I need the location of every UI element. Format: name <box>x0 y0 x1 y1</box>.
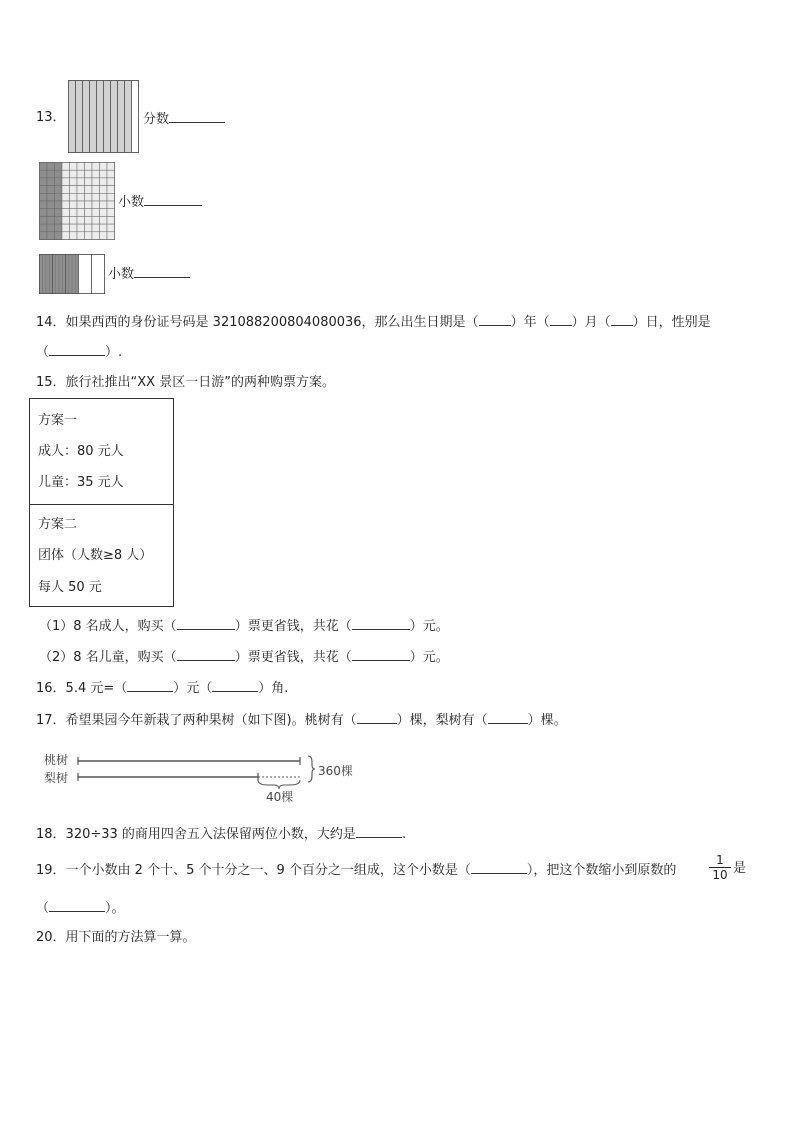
strip-cell <box>118 81 125 153</box>
strip-cell <box>132 81 139 153</box>
total-trees-label: 360棵 <box>318 764 353 778</box>
q18-text-a: 18．320÷33 的商用四舍五入法保留两位小数，大约是 <box>36 827 356 842</box>
hundred-grid-cell <box>85 224 93 232</box>
hundred-grid-cell <box>92 201 100 209</box>
hundred-grid-cell <box>77 201 85 209</box>
q14-text-a: 14．如果西西的身份证号码是 321088200804080036，那么出生日期是（ <box>36 315 479 330</box>
q13-number: 13． <box>36 110 66 125</box>
q14-text-b: ）年（ <box>510 315 550 330</box>
hundred-grid-cell <box>77 216 85 224</box>
hundred-grid-cell <box>100 201 108 209</box>
q19-text-d: （ <box>36 901 50 916</box>
hundred-grid-cell <box>107 209 115 217</box>
q15-sub-1 <box>39 617 449 635</box>
plan-two-title: 方案二 <box>38 517 78 532</box>
hundred-grid-cell <box>107 193 115 201</box>
hundred-grid-cell <box>92 193 100 201</box>
difference-brace <box>258 780 300 789</box>
hundred-grid-cell <box>62 224 70 232</box>
q19-text-c: 是 <box>733 861 747 876</box>
strip-grid-figure <box>68 80 140 153</box>
hundred-grid-cell <box>70 201 78 209</box>
year-answer-blank[interactable] <box>479 313 511 326</box>
gender-answer-blank[interactable] <box>49 343 105 356</box>
fraction-denominator: 10 <box>712 868 728 882</box>
hundred-grid-cell <box>40 201 48 209</box>
hundred-grid-cell <box>62 216 70 224</box>
sub1-plan-blank[interactable] <box>177 617 235 630</box>
jiao-answer-blank[interactable] <box>212 679 258 692</box>
q15-title: 15．旅行社推出“XX 景区一日游”的两种购票方案。 <box>36 375 335 390</box>
hundred-grid-cell <box>92 178 100 186</box>
hundred-grid-cell <box>85 216 93 224</box>
hundred-grid-cell <box>70 193 78 201</box>
hundred-grid-cell <box>100 186 108 194</box>
q19-result-blank[interactable] <box>49 899 105 912</box>
plan-two-price: 每人 50 元 <box>38 580 102 595</box>
q15-sub1-text-b: ）票更省钱，共花（ <box>234 619 352 634</box>
hundred-grid-cell <box>100 232 108 240</box>
hundred-grid-cell <box>62 209 70 217</box>
q14-text-e: （ <box>36 345 50 360</box>
hundred-grid-cell <box>40 216 48 224</box>
plan-one-title: 方案一 <box>38 413 78 428</box>
hundred-grid-cell <box>47 178 55 186</box>
q18-line <box>36 825 406 843</box>
hundred-grid-cell <box>85 201 93 209</box>
bar-cell <box>79 255 92 294</box>
hundred-grid-cell <box>85 178 93 186</box>
hundred-grid-cell <box>70 216 78 224</box>
hundred-grid-cell <box>107 186 115 194</box>
q20-text: 20．用下面的方法算一算。 <box>36 930 196 945</box>
hundred-grid-cell <box>92 170 100 178</box>
hundred-grid-cell <box>47 209 55 217</box>
hundred-grid-cell <box>77 178 85 186</box>
hundred-grid-cell <box>107 201 115 209</box>
hundred-grid-cell <box>40 170 48 178</box>
yuan-answer-blank[interactable] <box>127 679 173 692</box>
plan-one-child: 儿童：35 元人 <box>38 475 124 490</box>
pear-label: 梨树 <box>44 771 69 785</box>
q19-text-b: ），把这个数缩小到原数的 <box>526 863 677 878</box>
tree-line-diagram <box>76 752 316 792</box>
hundred-grid-cell <box>47 216 55 224</box>
sub1-cost-blank[interactable] <box>352 617 410 630</box>
hundred-grid-cell <box>62 163 70 171</box>
q15-sub2-text-b: ）票更省钱，共花（ <box>234 650 352 665</box>
hundred-grid-cell <box>55 186 63 194</box>
hundred-grid-cell <box>55 232 63 240</box>
hundred-grid-cell <box>92 224 100 232</box>
strip-cell <box>76 81 83 153</box>
hundred-grid-cell <box>62 178 70 186</box>
hundred-grid-cell <box>100 193 108 201</box>
q14-text-c: ）月（ <box>571 315 611 330</box>
q19-text-e: ）。 <box>105 901 125 916</box>
hundred-grid-cell <box>92 216 100 224</box>
q16-text-b: ）元（ <box>173 681 213 696</box>
hundred-grid-cell <box>100 178 108 186</box>
hundred-grid-cell <box>47 201 55 209</box>
hundred-grid-cell <box>55 201 63 209</box>
hundred-grid-cell <box>62 186 70 194</box>
bar-grid-figure <box>39 254 106 294</box>
q15-sub-2 <box>39 648 449 666</box>
hundred-grid-cell <box>77 193 85 201</box>
sub2-plan-blank[interactable] <box>177 648 235 661</box>
hundred-grid-cell <box>55 193 63 201</box>
q14-line-1 <box>36 313 711 331</box>
day-answer-blank[interactable] <box>611 313 633 326</box>
hundred-grid-cell <box>55 163 63 171</box>
q17-text-a: 17．希望果园今年新栽了两种果树（如下图)。桃树有（ <box>36 713 357 728</box>
strip-cell <box>111 81 118 153</box>
hundred-grid-cell <box>100 224 108 232</box>
decimal-label-text-1: 小数 <box>118 195 145 210</box>
hundred-grid-cell <box>40 163 48 171</box>
hundred-grid-cell <box>107 178 115 186</box>
plan-one-adult: 成人：80 元人 <box>38 444 124 459</box>
decimal-answer-blank-1[interactable] <box>144 193 202 206</box>
hundred-grid-cell <box>70 232 78 240</box>
fraction-numerator: 1 <box>709 853 731 868</box>
hundred-grid-cell <box>62 170 70 178</box>
hundred-grid-cell <box>100 209 108 217</box>
hundred-grid-cell <box>55 216 63 224</box>
peach-answer-blank[interactable] <box>357 711 397 724</box>
hundred-grid-cell <box>77 232 85 240</box>
q19-line-1 <box>36 861 676 879</box>
hundred-grid-cell <box>77 163 85 171</box>
q19-line-2 <box>36 899 125 917</box>
fraction-answer-blank[interactable] <box>169 110 225 123</box>
q14-line-2 <box>36 343 122 361</box>
hundred-grid-cell <box>92 232 100 240</box>
hundred-grid-cell <box>47 186 55 194</box>
q19-text-a: 19．一个小数由 2 个十、5 个十分之一、9 个百分之一组成，这个小数是（ <box>36 863 471 878</box>
strip-cell <box>97 81 104 153</box>
hundred-grid-cell <box>47 232 55 240</box>
hundred-grid-cell <box>62 201 70 209</box>
hundred-grid-cell <box>55 224 63 232</box>
q15-sub2-text-c: ）元。 <box>409 650 449 665</box>
q16-text-a: 16．5.4 元=（ <box>36 681 128 696</box>
difference-label: 40棵 <box>266 790 294 804</box>
hundred-grid-figure <box>39 162 116 240</box>
q14-text-d: ）日，性别是 <box>632 315 711 330</box>
q15-sub1-text-a: （1）8 名成人，购买（ <box>39 619 177 634</box>
hundred-grid-cell <box>47 163 55 171</box>
hundred-grid-cell <box>40 224 48 232</box>
strip-cell <box>69 81 76 153</box>
q13-decimal-label-2 <box>108 265 190 283</box>
hundred-grid-cell <box>85 209 93 217</box>
sub2-cost-blank[interactable] <box>352 648 410 661</box>
hundred-grid-cell <box>100 163 108 171</box>
hundred-grid-cell <box>85 193 93 201</box>
hundred-grid-cell <box>92 186 100 194</box>
hundred-grid-cell <box>70 178 78 186</box>
hundred-grid-cell <box>107 216 115 224</box>
hundred-grid-cell <box>62 193 70 201</box>
hundred-grid-cell <box>107 224 115 232</box>
strip-cell <box>104 81 111 153</box>
q13-fraction-label <box>143 110 225 128</box>
month-answer-blank[interactable] <box>550 313 572 326</box>
hundred-grid-cell <box>62 232 70 240</box>
hundred-grid-cell <box>47 224 55 232</box>
q16-line <box>36 679 288 697</box>
hundred-grid-cell <box>77 209 85 217</box>
hundred-grid-cell <box>107 170 115 178</box>
hundred-grid-cell <box>77 186 85 194</box>
hundred-grid-cell <box>77 224 85 232</box>
pear-answer-blank[interactable] <box>488 711 528 724</box>
q18-answer-blank[interactable] <box>356 825 402 838</box>
hundred-grid-cell <box>77 170 85 178</box>
hundred-grid-cell <box>70 224 78 232</box>
hundred-grid-cell <box>100 170 108 178</box>
hundred-grid-cell <box>47 193 55 201</box>
strip-cell <box>90 81 97 153</box>
decimal-answer-blank-2[interactable] <box>134 265 190 278</box>
hundred-grid-cell <box>85 186 93 194</box>
total-brace <box>308 756 315 782</box>
hundred-grid-cell <box>107 163 115 171</box>
q18-text-b: . <box>401 827 407 842</box>
hundred-grid-cell <box>47 170 55 178</box>
hundred-grid-cell <box>55 170 63 178</box>
bar-cell <box>92 255 105 294</box>
hundred-grid-cell <box>40 186 48 194</box>
q17-text-b: ）棵，梨树有（ <box>396 713 488 728</box>
hundred-grid-cell <box>70 209 78 217</box>
q17-line <box>36 711 567 729</box>
hundred-grid-cell <box>40 178 48 186</box>
q17-text-c: ）棵。 <box>527 713 567 728</box>
q13-decimal-label-1 <box>118 193 202 211</box>
hundred-grid-cell <box>70 170 78 178</box>
q15-sub1-text-c: ）元。 <box>409 619 449 634</box>
q19-decimal-blank[interactable] <box>471 861 527 874</box>
strip-cell <box>83 81 90 153</box>
q16-text-c: ）角. <box>258 681 289 696</box>
hundred-grid-cell <box>55 178 63 186</box>
one-tenth-fraction <box>709 853 731 882</box>
hundred-grid-cell <box>92 209 100 217</box>
peach-label: 桃树 <box>44 753 69 767</box>
hundred-grid-cell <box>40 193 48 201</box>
hundred-grid-cell <box>55 209 63 217</box>
q15-sub2-text-a: （2）8 名儿童，购买（ <box>39 650 177 665</box>
hundred-grid-cell <box>40 209 48 217</box>
hundred-grid-cell <box>100 216 108 224</box>
hundred-grid-cell <box>85 232 93 240</box>
hundred-grid-cell <box>92 163 100 171</box>
plan-two-group: 团体（人数≥8 人） <box>38 548 153 563</box>
hundred-grid-cell <box>40 232 48 240</box>
fraction-label-text: 分数 <box>143 112 170 127</box>
hundred-grid-cell <box>85 170 93 178</box>
hundred-grid-cell <box>85 163 93 171</box>
q14-text-f: ）. <box>105 345 123 360</box>
hundred-grid-cell <box>70 186 78 194</box>
hundred-grid-cell <box>107 232 115 240</box>
strip-cell <box>125 81 132 153</box>
decimal-label-text-2: 小数 <box>108 267 135 282</box>
hundred-grid-cell <box>70 163 78 171</box>
